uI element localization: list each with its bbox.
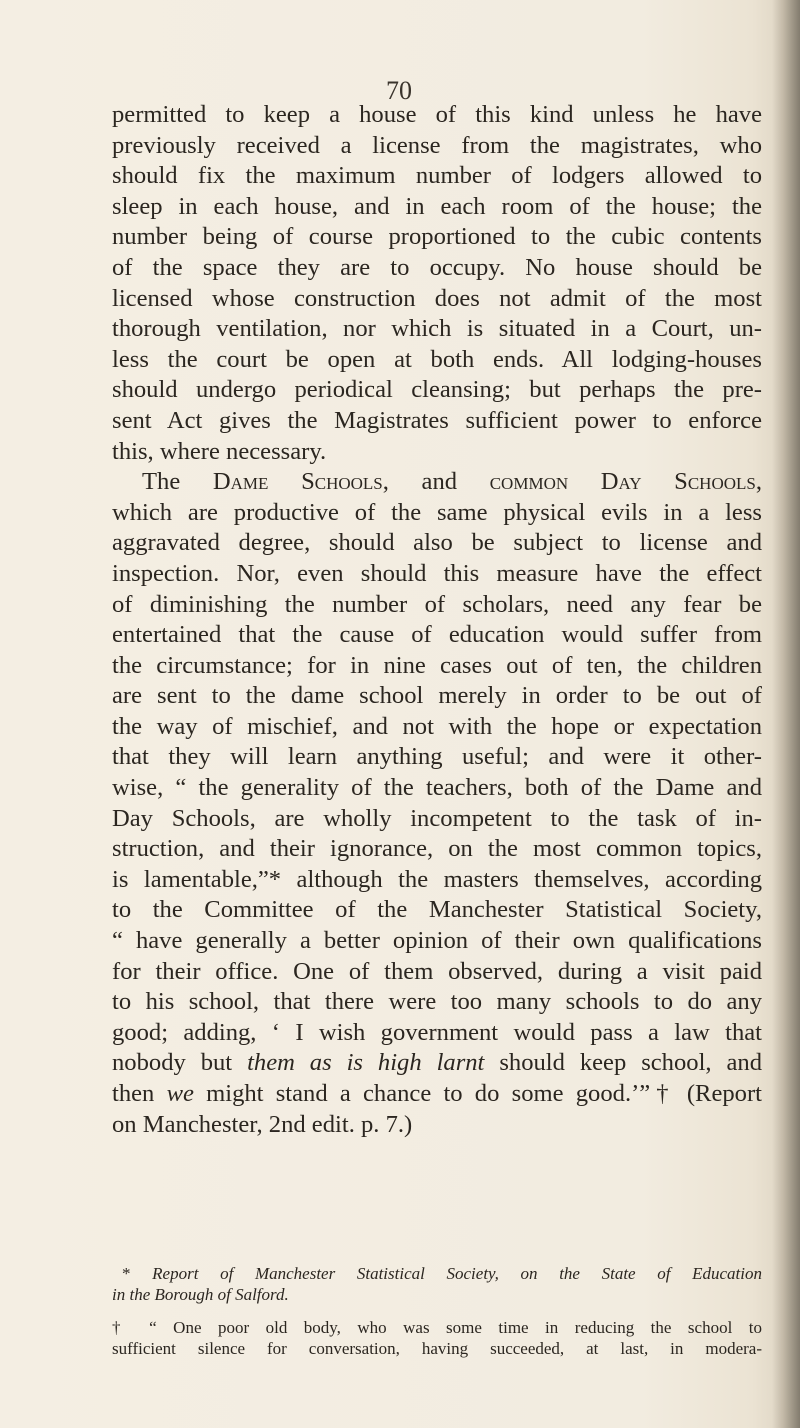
text-span: nobody but [112,1049,248,1077]
footnote-citation: in the Borough of Salford. [112,1285,289,1304]
text-line: that they will learn anything useful; and were it other- [112,743,762,771]
text-line: the way of mischief, and not with the hope or expectation [112,712,762,740]
text-line [112,1048,762,1079]
text-line: struction, and their ignorance, on the most common topics, [112,835,762,863]
text-line: which are productive of the same physical evils in a less [112,498,762,526]
paragraph-opening-line [112,467,762,498]
text-line: of diminishing the number of scholars, need any fear be [112,590,762,618]
text-line: to the Committee of the Manchester Statistical Society, [112,896,762,924]
text-line: are sent to the dame school merely in order to be out of [112,682,762,710]
small-caps-term: common Day Schools [489,468,756,496]
page-gutter-shadow [772,0,800,1428]
footnote-2-line: † “ One poor old body, who was some time in reducing the school to [112,1318,762,1337]
text-line: wise, “ the generality of the teachers, both of the Dame and [112,774,762,802]
text-span: might stand a chance to do some good.’”† (Report [193,1080,762,1107]
text-span: The [142,468,213,496]
text-line: this, where necessary. [112,437,327,465]
footnote-marker: * [122,1264,153,1283]
text-line: the circumstance; for in nine cases out of ten, the children [112,651,762,679]
text-line: good; adding, ‘ I wish government would pass a law that [112,1018,762,1046]
text-line: thorough ventilation, nor which is situated in a Court, un- [112,315,762,343]
body-text [112,100,762,1140]
text-line: licensed whose construction does not admit of the most [112,284,762,312]
text-line: Day Schools, are wholly incompetent to the task of in- [112,804,762,832]
text-line: sleep in each house, and in each room of the house; the [112,192,762,220]
text-span: , [755,468,763,496]
text-line: should fix the maximum number of lodgers allowed to [112,162,762,190]
footnote-gap [112,1305,762,1317]
text-line: is lamentable,”* although the masters themselves, according [112,865,762,893]
italic-quote: them as is high larnt [247,1049,485,1077]
footnote-2-line: sufficient silence for conversation, having succeeded, at last, in modera- [112,1339,762,1358]
text-line: of the space they are to occupy. No house should be [112,253,762,281]
text-span: should keep school, and [484,1049,762,1077]
text-line: on Manchester, 2nd edit. p. 7.) [112,1110,413,1138]
text-line: sent Act gives the Magistrates sufficient power to enforce [112,406,762,434]
text-line: entertained that the cause of education would suffer from [112,621,762,649]
text-span: then [112,1080,167,1107]
page-number: 70 [386,76,412,105]
footnote-1-line [112,1284,762,1305]
italic-word: we [166,1080,194,1107]
text-line: for their office. One of them observed, during a visit paid [112,957,762,985]
text-line: to his school, that there were too many schools to do any [112,988,762,1016]
footnote-1-line [112,1263,762,1284]
text-line: “ have generally a better opinion of their own qualifications [112,927,762,955]
text-line: permitted to keep a house of this kind unless he have [112,101,762,128]
text-line: less the court be open at both ends. All lodging-houses [112,345,762,373]
text-line: previously received a license from the magistrates, who [112,131,762,159]
text-line [112,1079,762,1110]
small-caps-term: Dame Schools [212,468,383,496]
text-line: inspection. Nor, even should this measure have the effect [112,559,762,587]
footnotes [112,1263,762,1359]
text-line: aggravated degree, should also be subject to license and [112,529,762,557]
text-line: number being of course proportioned to the cubic contents [112,223,762,251]
text-line: should undergo periodical cleansing; but perhaps the pre- [112,376,762,404]
footnote-citation: Report of Manchester Statistical Society, on the State of Education [152,1264,763,1283]
text-span: , and [382,468,490,496]
